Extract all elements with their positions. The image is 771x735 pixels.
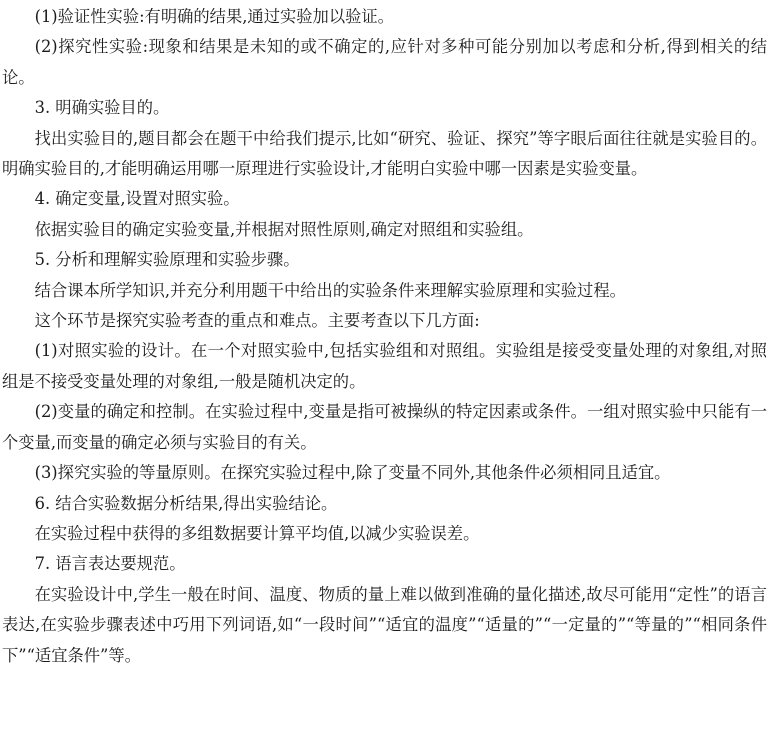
- paragraph-variable-control: (2)变量的确定和控制。在实验过程中,变量是指可被操纵的特定因素或条件。一组对照实验中只能有一个变量,而变量的确定必须与实验目的有关。: [2, 402, 767, 452]
- paragraph-textbook-knowledge: 结合课本所学知识,并充分利用题干中给出的实验条件来理解实验原理和实验过程。: [34, 280, 626, 300]
- heading-determine-variable: 4. 确定变量,设置对照实验。: [34, 189, 240, 209]
- heading-analyze-principle: 5. 分析和理解实验原理和实验步骤。: [34, 250, 300, 270]
- heading-data-analysis: 6. 结合实验数据分析结果,得出实验结论。: [34, 493, 338, 513]
- paragraph-qualitative-terms: 在实验设计中,学生一般在时间、温度、物质的量上难以做到准确的量化描述,故尽可能用“定性”的语言表达,在实验步骤表述中巧用下列词语,如“一段时间”“适宜的温度”“适量的”“一定量的”“等量的”“相同条件下”“适宜条件”等。: [2, 584, 767, 665]
- paragraph-find-purpose: 找出实验目的,题目都会在题干中给我们提示,比如“研究、验证、探究”等字眼后面往往就是实验目的。明确实验目的,才能明确运用哪一原理进行实验设计,才能明白实验中哪一因素是实验变量。: [2, 128, 767, 179]
- paragraph-control-groups: 依据实验目的确定实验变量,并根据对照性原则,确定对照组和实验组。: [34, 219, 534, 239]
- paragraph-average-values: 在实验过程中获得的多组数据要计算平均值,以减少实验误差。: [34, 523, 480, 543]
- paragraph-control-design: (1)对照实验的设计。在一个对照实验中,包括实验组和对照组。实验组是接受变量处理的对象组,对照组是不接受变量处理的对象组,一般是随机决定的。: [2, 341, 767, 391]
- heading-clarify-purpose: 3. 明确实验目的。: [34, 98, 170, 118]
- paragraph-verification-experiment: (1)验证性实验:有明确的结果,通过实验加以验证。: [34, 7, 394, 26]
- paragraph-exploratory-experiment: (2)探究性实验:现象和结果是未知的或不确定的,应针对多种可能分别加以考虑和分析,得到相关的结论。: [2, 37, 767, 87]
- paragraph-key-points: 这个环节是探究实验考查的重点和难点。主要考查以下几方面:: [34, 311, 480, 331]
- paragraph-equal-quantity: (3)探究实验的等量原则。在探究实验过程中,除了变量不同外,其他条件必须相同且适宜。: [34, 463, 671, 483]
- heading-language-expression: 7. 语言表达要规范。: [34, 554, 186, 574]
